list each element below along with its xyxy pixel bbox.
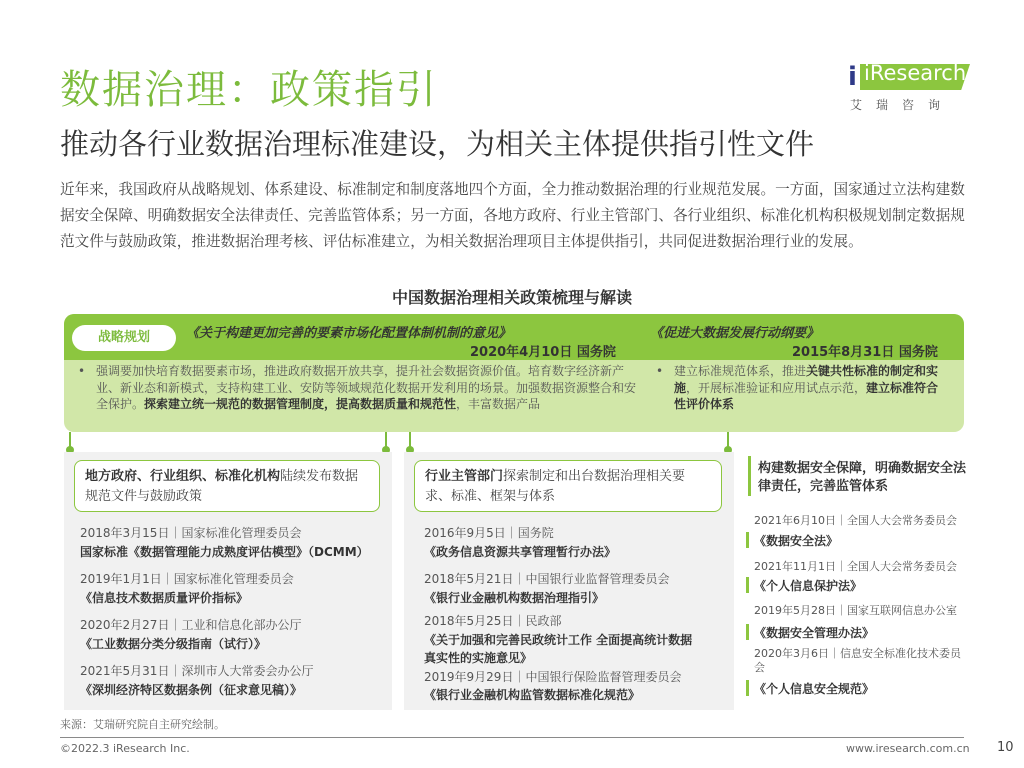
page-subtitle: 推动各行业数据治理标准建设，为相关主体提供指引性文件 xyxy=(60,127,815,161)
copyright: ©2022.3 iResearch Inc. xyxy=(60,742,190,755)
middle-entry-doc: 《关于加强和完善民政统计工作 全面提高统计数据 xyxy=(424,633,693,647)
strategy-badge: 战略规划 xyxy=(72,325,176,351)
left-entry-doc: 《工业数据分类分级指南（试行）》 xyxy=(80,637,267,651)
strategy-doc2-title: 《促进大数据发展行动纲要》 xyxy=(650,326,820,341)
page-number: 10 xyxy=(997,740,1014,755)
page-title: 数据治理：政策指引 xyxy=(60,67,438,113)
logo-cn-text: 艾瑞咨询 xyxy=(850,98,955,112)
website-link[interactable]: www.iresearch.com.cn xyxy=(846,742,970,755)
left-card-bold: 地方政府、行业组织、标准化机构 xyxy=(85,469,281,484)
strategy-bullet1-tail: ，丰富数据产品 xyxy=(456,397,541,411)
strategy-bullet2-bold2: 建立标准符合性评价体系 xyxy=(674,380,939,411)
left-entry-doc: 《信息技术数据质量评价指标》 xyxy=(80,591,249,605)
right-entry-doc: 《个人信息安全规范》 xyxy=(754,682,875,696)
right-entry-bar xyxy=(746,577,749,593)
left-entry-date: 2021年5月31日｜深圳市人大常委会办公厅 xyxy=(80,664,314,678)
middle-entry-doc: 《银行业金融机构数据治理指引》 xyxy=(424,591,605,605)
left-entry-date: 2018年3月15日｜国家标准化管理委员会 xyxy=(80,526,302,540)
middle-entry-doc: 《银行业金融机构监管数据标准化规范》 xyxy=(424,688,641,702)
right-entry-doc: 《数据安全法》 xyxy=(754,534,839,548)
strategy-bullet2-text: 建立标准规范体系，推进 xyxy=(674,364,807,378)
right-entry-bar xyxy=(746,680,749,696)
strategy-doc1-title: 《关于构建更加完善的要素市场化配置体制机制的意见》 xyxy=(186,326,512,341)
right-entry-bar xyxy=(746,624,749,640)
middle-entry-date: 2018年5月21日｜中国银行业监督管理委员会 xyxy=(424,572,670,586)
left-entry-date: 2020年2月27日｜工业和信息化部办公厅 xyxy=(80,618,302,632)
strategy-bullet1 xyxy=(96,363,636,413)
strategy-bullet2 xyxy=(674,363,948,413)
middle-column-card xyxy=(414,460,722,512)
right-entry-date: 2020年3月6日｜信息安全标准化技术委员会 xyxy=(754,647,961,674)
logo-brand xyxy=(842,56,970,90)
right-entry-doc: 《数据安全管理办法》 xyxy=(754,626,875,640)
middle-entry-doc: 《政务信息资源共享管理暂行办法》 xyxy=(424,545,617,559)
middle-card-text: 探索制定和出台数据治理相关要求、标准、框架与体系 xyxy=(425,469,686,504)
left-entry-date: 2019年1月1日｜国家标准化管理委员会 xyxy=(80,572,294,586)
middle-entry-doc-cont: 真实性的实施意见》 xyxy=(424,651,533,665)
middle-card-bold: 行业主管部门 xyxy=(425,469,504,484)
intro-paragraph: 近年来，我国政府从战略规划、体系建设、标准制定和制度落地四个方面，全力推动数据治理的行业规范发展。一方面，国家通过立法构建数据安全保障、明确数据安全法律责任、完善监管体系；另一方面，各地方政府、行业主管部门、各行业组织、标准化机构积极规划制定数据规范文件与鼓励政策，推进数据治理考核、评估标准建立，为相关数据治理项目主体提供指引，共同促进数据治理行业的发展。 xyxy=(60,181,965,250)
left-card-text: 陆续发布数据规范文件与鼓励政策 xyxy=(85,469,359,504)
logo-i: i xyxy=(848,62,857,92)
strategy-bullet1-text: 强调要加快培育数据要素市场，推进政府数据开放共享，提升社会数据资源价值。培育数字经济新产业、新业态和新模式，支持构建工业、安防等领域规范化数据开发利用的场景。加强数据资源整合和安全保护。 xyxy=(96,364,637,411)
right-entry-date: 2021年11月1日｜全国人大会常务委员会 xyxy=(754,560,957,573)
strategy-doc2-date: 2015年8月31日 国务院 xyxy=(792,345,938,360)
left-entry-doc: 国家标准《数据管理能力成熟度评估模型》（DCMM） xyxy=(80,545,369,559)
right-entry-bar xyxy=(746,532,749,548)
footer-divider xyxy=(60,737,964,738)
strategy-bullet2-mid: ，开展标准验证和应用试点示范， xyxy=(686,380,867,395)
middle-entry-date: 2018年5月25日｜民政部 xyxy=(424,614,562,628)
strategy-bullet2-marker: • xyxy=(656,364,664,378)
iresearch-logo xyxy=(842,52,972,122)
source-note: 来源：艾瑞研究院自主研究绘制。 xyxy=(60,718,225,731)
right-column-head: 构建数据安全保障，明确数据安全法律责任，完善监管体系 xyxy=(758,461,967,494)
right-entry-doc: 《个人信息保护法》 xyxy=(754,579,863,593)
logo-text: iResearch xyxy=(864,61,967,85)
left-entry-doc: 《深圳经济特区数据条例（征求意见稿）》 xyxy=(80,683,303,697)
left-column-card xyxy=(74,460,380,512)
diagram-title: 中国数据治理相关政策梳理与解读 xyxy=(391,288,632,307)
strategy-doc1-date: 2020年4月10日 国务院 xyxy=(470,345,616,360)
strategy-bullet1-bold: 探索建立统一规范的数据管理制度，提高数据质量和规范性 xyxy=(144,397,457,411)
strategy-bullet2-bold1: 关键共性标准的制定和实施 xyxy=(674,364,939,395)
middle-entry-date: 2016年9月5日｜国务院 xyxy=(424,526,554,540)
right-entry-date: 2021年6月10日｜全国人大会常务委员会 xyxy=(754,514,957,527)
strategy-bullet1-marker: • xyxy=(78,364,86,378)
right-entry-date: 2019年5月28日｜国家互联网信息办公室 xyxy=(754,604,957,617)
middle-entry-date: 2019年9月29日｜中国银行保险监督管理委员会 xyxy=(424,670,682,684)
right-head-bar xyxy=(748,456,751,496)
